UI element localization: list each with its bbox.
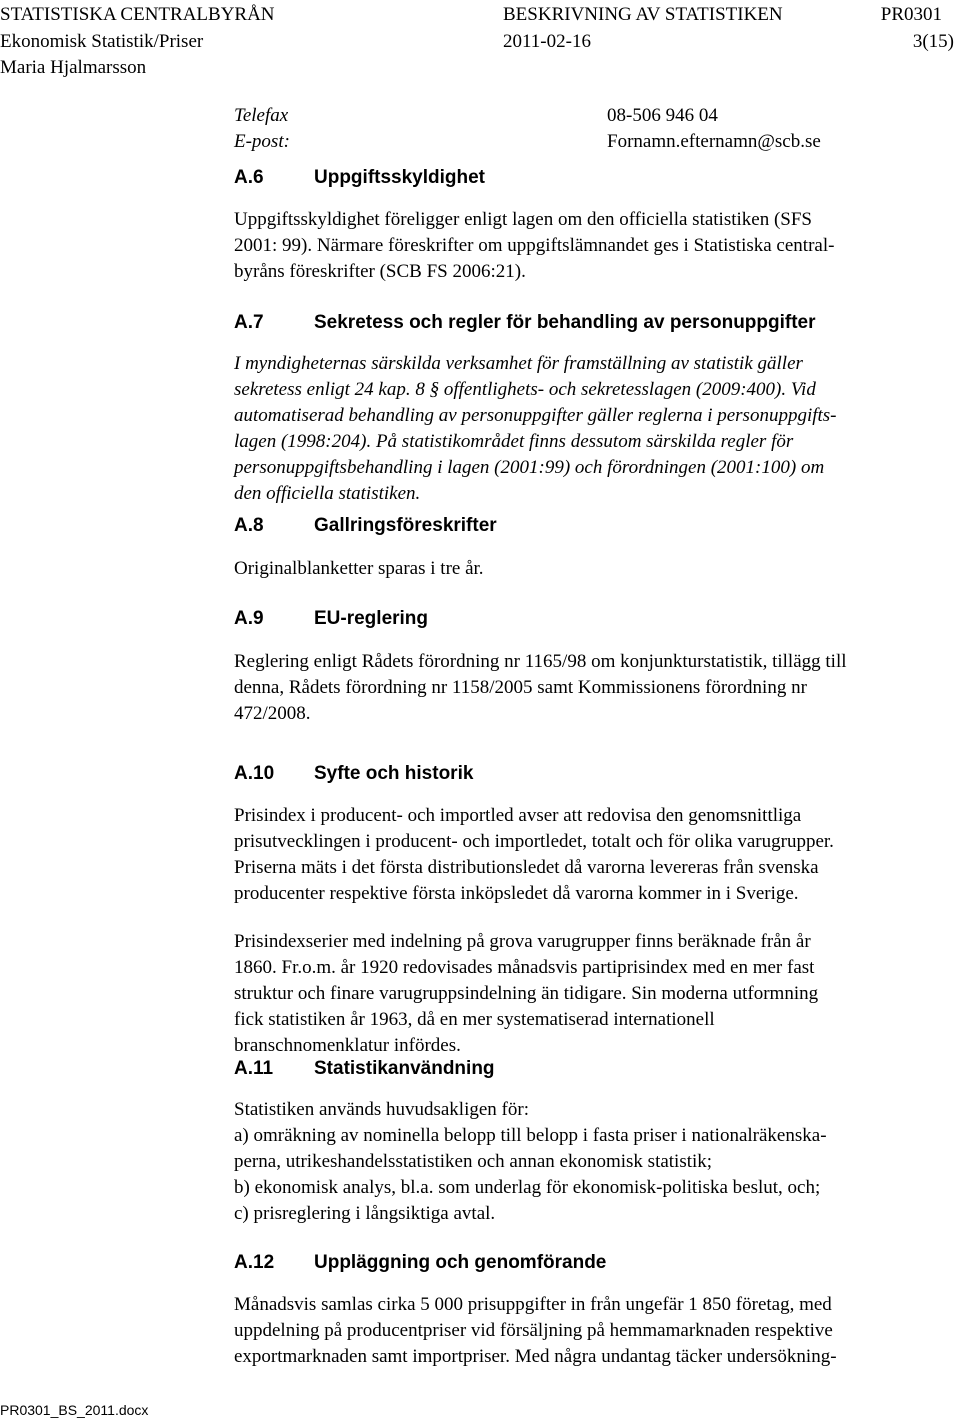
email-value: Fornamn.efternamn@scb.se (607, 131, 821, 152)
text-line: den officiella statistiken. (234, 482, 421, 504)
text-line: branschnomenklatur infördes. (234, 1034, 461, 1056)
section-number: A.8 (234, 515, 264, 536)
text-line: perna, utrikeshandelsstatistiken och annan ekonomisk statistik; (234, 1150, 713, 1172)
section-number: A.11 (234, 1058, 274, 1079)
text-line: lagen (1998:204). På statistikområdet finns dessutom särskilda regler för (234, 430, 794, 452)
text-line: Priserna mäts i det första distributionsledet då varorna levereras från svenska (234, 856, 819, 878)
text-line: Månadsvis samlas cirka 5 000 prisuppgifter in från ungefär 1 850 företag, med (234, 1294, 832, 1315)
text-line: b) ekonomisk analys, bl.a. som underlag för ekonomisk-politiska beslut, och; (234, 1176, 821, 1198)
section-title: Uppgiftsskyldighet (314, 167, 486, 188)
section-body-a7 (234, 351, 946, 506)
section-number: A.12 (234, 1252, 275, 1273)
footer-filename: PR0301_BS_2011.docx (0, 1402, 149, 1418)
text-line: Reglering enligt Rådets förordning nr 1165/98 om konjunkturstatistik, tillägg till (234, 651, 847, 672)
text-line: 2001: 99). Närmare föreskrifter om uppgiftslämnandet ges i Statistiska central- (234, 234, 835, 256)
email-label: E-post: (234, 131, 290, 152)
text-line: denna, Rådets förordning nr 1158/2005 samt Kommissionens förordning nr (234, 676, 807, 698)
text-line: Statistiken används huvudsakligen för: (234, 1099, 529, 1120)
header-author: Maria Hjalmarsson (0, 57, 147, 78)
header-code: PR0301 (880, 4, 942, 25)
fax-label: Telefax (234, 105, 289, 126)
text-line: Prisindex i producent- och importled avser att redovisa den genomsnittliga (234, 805, 802, 826)
header-page-number: 3(15) (912, 31, 954, 52)
text-line: exportmarknaden samt importpriser. Med några undantag täcker undersökning- (234, 1345, 837, 1367)
section-body-a6 (234, 207, 946, 285)
section-body-a10-p1 (234, 803, 946, 907)
section-title: Statistikanvändning (314, 1058, 495, 1079)
text-line: sekretess enligt 24 kap. 8 § offentlighets- och sekretesslagen (2009:400). Vid (234, 378, 816, 400)
text-line: Originalblanketter sparas i tre år. (234, 558, 484, 579)
section-title: Gallringsföreskrifter (314, 515, 497, 536)
header-org: STATISTISKA CENTRALBYRÅN (0, 4, 275, 25)
header-date: 2011-02-16 (503, 31, 591, 52)
section-body-a9 (234, 649, 946, 727)
text-line: producenter respektive första inköpsledet då varorna kommer in i Sverige. (234, 882, 799, 904)
section-body-a8 (234, 556, 946, 582)
text-line: Uppgiftsskyldighet föreligger enligt lagen om den officiella statistiken (SFS (234, 209, 812, 230)
header-doc-type: BESKRIVNING AV STATISTIKEN (503, 4, 783, 25)
text-line: personuppgiftsbehandling i lagen (2001:99) och förordningen (2001:100) om (234, 456, 825, 478)
text-line: automatiserad behandling av personuppgifter gäller reglerna i personuppgifts- (234, 404, 837, 426)
header-unit: Ekonomisk Statistik/Priser (0, 31, 204, 52)
section-body-a12 (234, 1292, 946, 1370)
text-line: 1860. Fr.o.m. år 1920 redovisades månadsvis partiprisindex med en mer fast (234, 956, 815, 978)
fax-value: 08-506 946 04 (607, 105, 718, 126)
text-line: 472/2008. (234, 702, 311, 724)
text-line: fick statistiken år 1963, då en mer systematiserad internationell (234, 1008, 715, 1030)
section-title: Syfte och historik (314, 763, 474, 784)
text-line: Prisindexserier med indelning på grova varugrupper finns beräknade från år (234, 931, 811, 952)
section-title: EU-reglering (314, 608, 429, 629)
text-line: byråns föreskrifter (SCB FS 2006:21). (234, 260, 526, 282)
text-line: c) prisreglering i långsiktiga avtal. (234, 1202, 496, 1224)
text-line: a) omräkning av nominella belopp till belopp i fasta priser i nationalräkenska- (234, 1124, 827, 1146)
section-body-a10-p2 (234, 929, 946, 1059)
section-number: A.7 (234, 312, 264, 333)
text-line: I myndigheternas särskilda verksamhet för framställning av statistik gäller (234, 353, 803, 374)
section-number: A.9 (234, 608, 264, 629)
section-number: A.10 (234, 763, 275, 784)
text-line: struktur och finare varugruppsindelning än tidigare. Sin moderna utformning (234, 982, 819, 1004)
section-title: Sekretess och regler för behandling av personuppgifter (314, 312, 816, 333)
text-line: prisutvecklingen i producent- och importledet, totalt och för olika varugrupper. (234, 830, 834, 852)
section-body-a11 (234, 1097, 946, 1227)
section-number: A.6 (234, 167, 264, 188)
section-title: Uppläggning och genomförande (314, 1252, 607, 1273)
text-line: uppdelning på producentpriser vid försäljning på hemmamarknaden respektive (234, 1319, 833, 1341)
